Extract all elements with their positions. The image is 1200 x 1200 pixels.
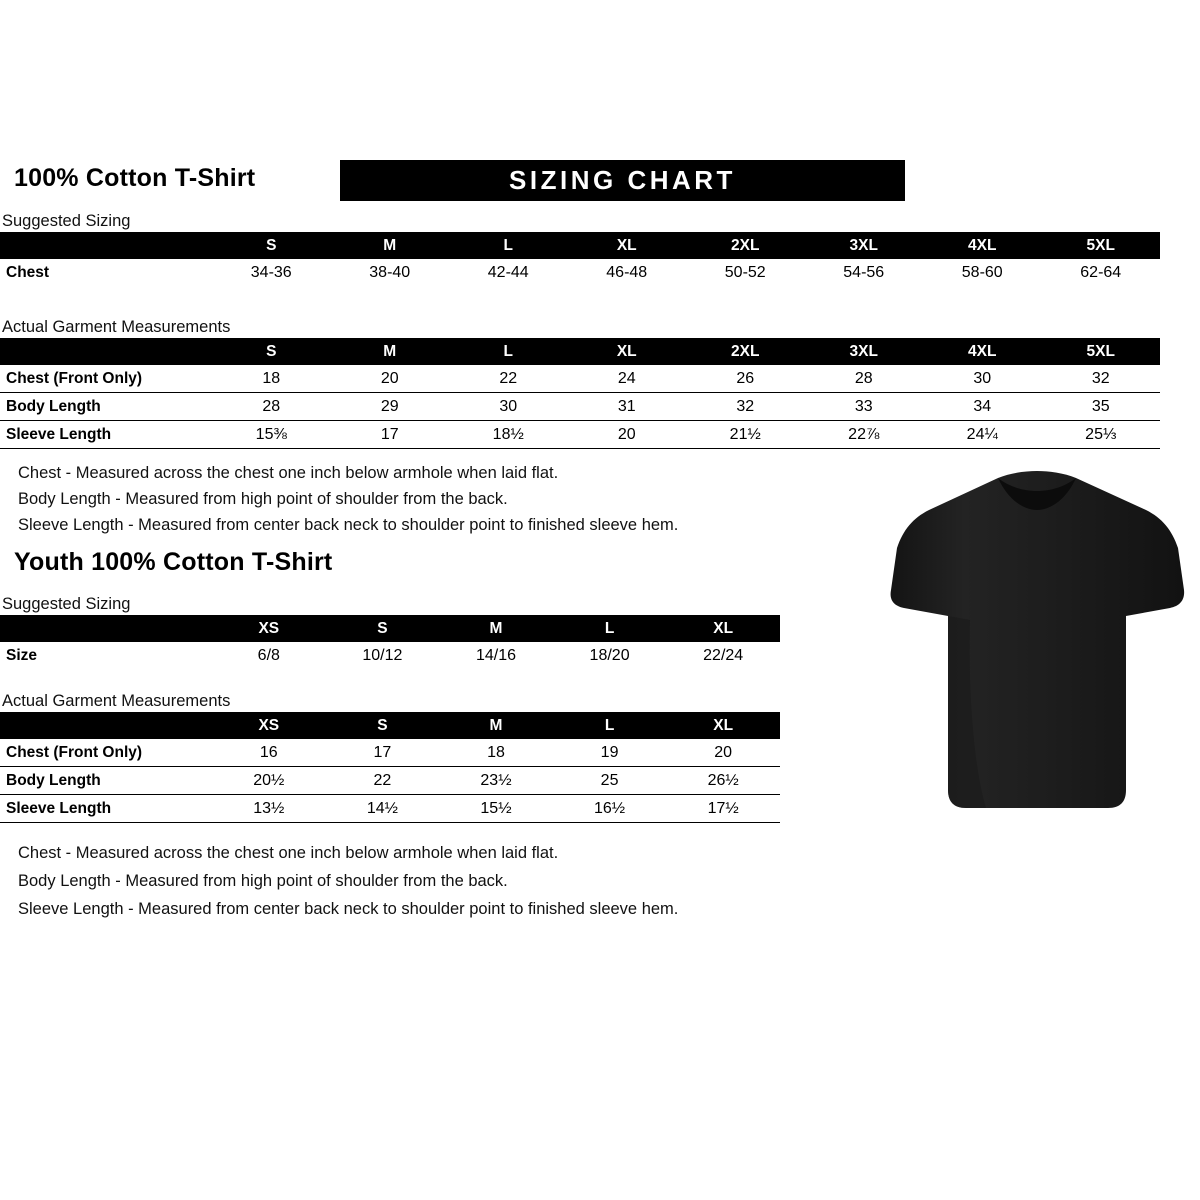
cell: 28 xyxy=(805,365,924,393)
column-header: 2XL xyxy=(731,343,760,360)
youth-product-title: Youth 100% Cotton T-Shirt xyxy=(14,548,333,576)
cell: 20½ xyxy=(212,767,326,795)
cell: 20 xyxy=(568,421,687,449)
adult-product-title: 100% Cotton T-Shirt xyxy=(14,164,256,192)
table-row xyxy=(0,421,1160,449)
cell: 18 xyxy=(212,365,331,393)
column-header: 3XL xyxy=(849,343,878,360)
row-label: Body Length xyxy=(0,393,212,421)
cell: 26½ xyxy=(666,767,780,795)
column-header: L xyxy=(503,237,513,254)
adult-actual-measurements-table xyxy=(0,338,1160,449)
cell: 16 xyxy=(212,739,326,767)
cell: 58-60 xyxy=(961,264,1003,281)
column-header: 5XL xyxy=(1086,237,1115,254)
tshirt-product-image xyxy=(890,470,1185,815)
youth-suggested-sizing-table xyxy=(0,615,780,669)
column-header: XL xyxy=(616,343,637,360)
column-header: 3XL xyxy=(849,237,878,254)
cell: 35 xyxy=(1042,393,1161,421)
cell: 24¼ xyxy=(923,421,1042,449)
adult-note-sleeve-length: Sleeve Length - Measured from center back neck to shoulder point to finished sleeve hem. xyxy=(18,516,679,534)
cell: 19 xyxy=(553,739,667,767)
youth-actual-measurements-table xyxy=(0,712,780,823)
table-row xyxy=(0,767,780,795)
table-row xyxy=(0,642,780,669)
column-header: XS xyxy=(258,620,280,637)
cell: 25 xyxy=(553,767,667,795)
youth-note-chest: Chest - Measured across the chest one inch below armhole when laid flat. xyxy=(18,844,559,862)
column-header: M xyxy=(383,343,397,360)
cell: 20 xyxy=(666,739,780,767)
cell: 29 xyxy=(331,393,450,421)
cell: 22⅞ xyxy=(805,421,924,449)
table-header-row xyxy=(0,712,780,739)
youth-note-body-length: Body Length - Measured from high point of shoulder from the back. xyxy=(18,872,508,890)
cell: 23½ xyxy=(439,767,553,795)
column-header: S xyxy=(266,237,277,254)
cell: 33 xyxy=(805,393,924,421)
column-header: XS xyxy=(258,717,280,734)
table-row xyxy=(0,259,1160,286)
cell: 38-40 xyxy=(369,264,411,281)
row-label: Body Length xyxy=(0,767,212,795)
column-header: M xyxy=(489,620,503,637)
youth-suggested-sizing-label: Suggested Sizing xyxy=(2,595,131,613)
cell: 14/16 xyxy=(475,647,516,664)
cell: 22/24 xyxy=(703,647,744,664)
cell: 46-48 xyxy=(606,264,648,281)
cell: 22 xyxy=(449,365,568,393)
adult-suggested-sizing-table xyxy=(0,232,1160,286)
row-label: Chest (Front Only) xyxy=(0,739,212,767)
cell: 34-36 xyxy=(250,264,292,281)
cell: 32 xyxy=(1042,365,1161,393)
cell: 42-44 xyxy=(487,264,529,281)
cell: 62-64 xyxy=(1080,264,1122,281)
table-header-row xyxy=(0,615,780,642)
cell: 54-56 xyxy=(843,264,885,281)
table-header-row xyxy=(0,232,1160,259)
column-header: M xyxy=(489,717,503,734)
youth-note-sleeve-length: Sleeve Length - Measured from center back neck to shoulder point to finished sleeve hem. xyxy=(18,900,679,918)
cell: 16½ xyxy=(553,795,667,823)
column-header xyxy=(0,712,212,739)
cell: 20 xyxy=(331,365,450,393)
column-header: 4XL xyxy=(968,343,997,360)
column-header xyxy=(0,338,212,365)
column-header: S xyxy=(377,620,388,637)
row-label: Chest xyxy=(6,264,50,281)
cell: 25⅓ xyxy=(1042,421,1161,449)
cell: 22 xyxy=(326,767,440,795)
adult-actual-measurements-label: Actual Garment Measurements xyxy=(2,318,231,336)
adult-suggested-sizing-label: Suggested Sizing xyxy=(2,212,131,230)
cell: 26 xyxy=(686,365,805,393)
column-header: S xyxy=(377,717,388,734)
cell: 31 xyxy=(568,393,687,421)
column-header: 5XL xyxy=(1086,343,1115,360)
cell: 32 xyxy=(686,393,805,421)
cell: 18 xyxy=(439,739,553,767)
row-label: Sleeve Length xyxy=(0,795,212,823)
table-header-row xyxy=(0,338,1160,365)
column-header: L xyxy=(503,343,513,360)
column-header: 4XL xyxy=(968,237,997,254)
column-header: L xyxy=(604,717,615,734)
column-header: XL xyxy=(616,237,637,254)
cell: 17 xyxy=(326,739,440,767)
cell: 18/20 xyxy=(589,647,630,664)
cell: 13½ xyxy=(212,795,326,823)
table-row xyxy=(0,795,780,823)
cell: 24 xyxy=(568,365,687,393)
cell: 21½ xyxy=(686,421,805,449)
row-label: Chest (Front Only) xyxy=(0,365,212,393)
column-header: L xyxy=(604,620,615,637)
column-header: XL xyxy=(713,620,734,637)
cell: 30 xyxy=(449,393,568,421)
row-label: Size xyxy=(6,647,38,664)
column-header xyxy=(0,232,212,259)
adult-note-chest: Chest - Measured across the chest one inch below armhole when laid flat. xyxy=(18,464,559,482)
column-header: S xyxy=(266,343,277,360)
column-header: M xyxy=(383,237,397,254)
cell: 15⅜ xyxy=(212,421,331,449)
cell: 34 xyxy=(923,393,1042,421)
cell: 6/8 xyxy=(257,647,280,664)
table-row xyxy=(0,393,1160,421)
cell: 10/12 xyxy=(362,647,403,664)
cell: 17 xyxy=(331,421,450,449)
cell: 28 xyxy=(212,393,331,421)
youth-actual-measurements-label: Actual Garment Measurements xyxy=(2,692,231,710)
cell: 15½ xyxy=(439,795,553,823)
column-header xyxy=(0,615,212,642)
cell: 50-52 xyxy=(724,264,766,281)
column-header: 2XL xyxy=(731,237,760,254)
row-label: Sleeve Length xyxy=(0,421,212,449)
adult-note-body-length: Body Length - Measured from high point of shoulder from the back. xyxy=(18,490,508,508)
cell: 30 xyxy=(923,365,1042,393)
table-row xyxy=(0,365,1160,393)
cell: 17½ xyxy=(666,795,780,823)
table-row xyxy=(0,739,780,767)
cell: 18½ xyxy=(449,421,568,449)
column-header: XL xyxy=(713,717,734,734)
cell: 14½ xyxy=(326,795,440,823)
sizing-chart-banner: SIZING CHART xyxy=(340,160,905,201)
